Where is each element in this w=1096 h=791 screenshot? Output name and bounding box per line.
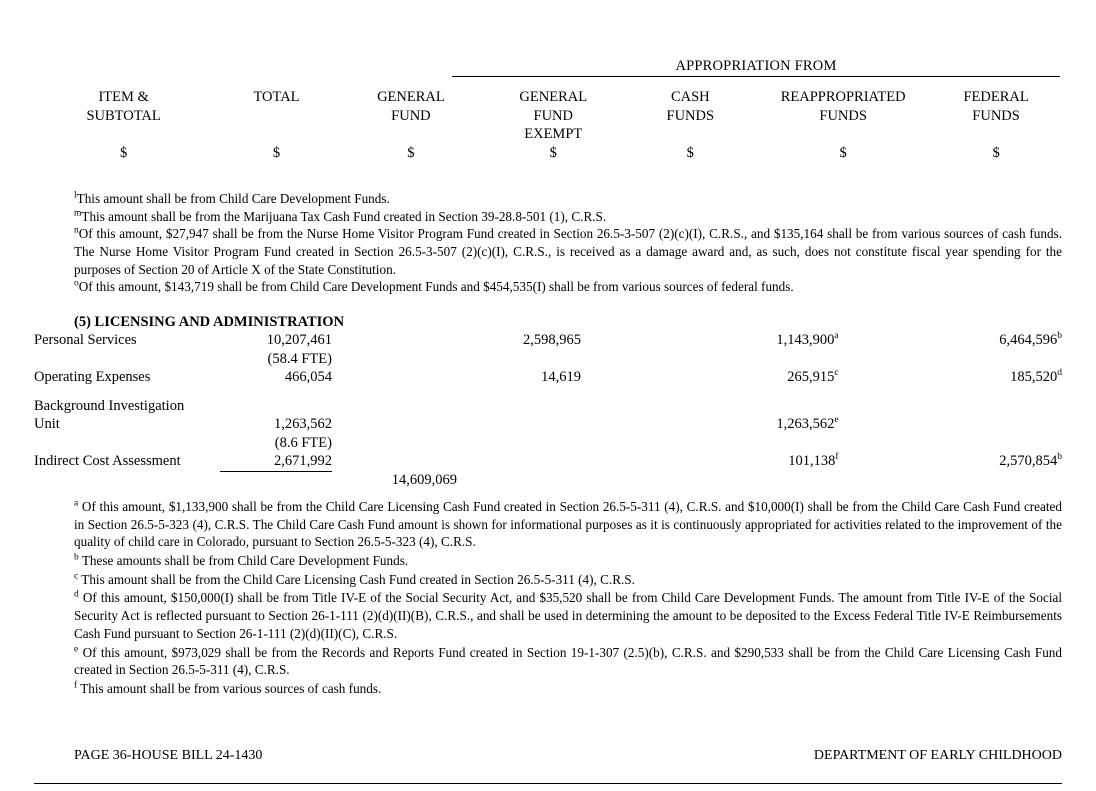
col-header-line1: CASH: [670, 89, 710, 105]
col-header-line1: FEDERAL: [963, 89, 1029, 105]
row-item-subtotal: [220, 471, 332, 490]
col-header-cash-funds: [624, 88, 756, 144]
row-federal-funds: [946, 331, 1062, 350]
footnote-marker: m: [74, 208, 82, 219]
footnote-marker: b: [74, 552, 79, 563]
col-header-line1: ITEM &: [98, 89, 149, 105]
row-general-fund-exempt: [581, 368, 688, 387]
table-row: [34, 434, 1062, 453]
row-general-fund: 2,598,965: [523, 332, 582, 348]
page-footer: [74, 748, 1062, 764]
col-header-line2: FUND: [533, 107, 573, 124]
footnote-marker: c: [74, 571, 79, 582]
row-cash-funds: [688, 331, 838, 350]
row-federal-funds-value: 185,520: [1010, 369, 1058, 386]
row-item-subtotal: 2,671,992: [220, 452, 332, 471]
column-headers-table: [34, 88, 1062, 162]
col-header-total: [213, 88, 340, 144]
row-federal-funds: [946, 471, 1062, 490]
row-general-fund-exempt: [581, 452, 688, 471]
row-cash-funds: [688, 415, 838, 434]
footnote-marker: e: [74, 644, 79, 655]
row-fte: (8.6 FTE): [274, 434, 332, 451]
row-general-fund: [457, 434, 581, 453]
footnote-text: This amount shall be from various sources of cash funds.: [80, 680, 382, 696]
row-federal-funds: [946, 397, 1062, 416]
row-general-fund: [457, 471, 581, 490]
table-row: [34, 368, 1062, 387]
row-general-fund: 14,619: [541, 369, 582, 386]
row-label: Unit: [34, 416, 60, 433]
table-row: [34, 452, 1062, 471]
row-label: Indirect Cost Assessment: [34, 453, 181, 470]
row-federal-funds-footnote-marker: d: [1057, 368, 1062, 379]
top-footnotes: [74, 190, 1062, 296]
col-header-line1: REAPPROPRIATED: [780, 89, 906, 105]
table-total-row: [34, 471, 1062, 490]
col-header-line2: FUNDS: [666, 107, 715, 124]
footnote: [74, 190, 1062, 208]
footer-department: DEPARTMENT OF EARLY CHILDHOOD: [813, 748, 1062, 763]
footnote: [74, 571, 1062, 589]
table-row: [34, 331, 1062, 350]
row-total: [332, 434, 457, 453]
row-total: [332, 415, 457, 434]
row-federal-funds: [946, 415, 1062, 434]
row-cash-funds: [688, 434, 838, 453]
col-header-line2: FUNDS: [972, 107, 1020, 124]
footnote-text: Of this amount, $143,719 shall be from Child Care Development Funds and $454,535(I) shall be from various sources of federal funds.: [78, 279, 794, 295]
col-header-line2: FUND: [391, 107, 431, 124]
col-header-line3: EXEMPT: [524, 126, 583, 143]
row-total: [332, 452, 457, 471]
row-item-subtotal: [220, 397, 332, 416]
footnote: [74, 498, 1062, 551]
col-header-line2: FUNDS: [819, 107, 867, 124]
appropriation-table: [34, 331, 1062, 490]
row-reappropriated-funds: [839, 452, 946, 471]
footnote: [74, 225, 1062, 278]
col-header-general-fund: [340, 88, 482, 144]
row-cash-funds-value: 1,143,900: [776, 332, 835, 348]
appropriation-from-rule: [452, 76, 1060, 77]
row-total: [332, 368, 457, 387]
row-total: [332, 397, 457, 416]
row-cash-funds: [688, 397, 838, 416]
footnote-marker: l: [74, 190, 77, 201]
row-general-fund: [457, 397, 581, 416]
row-label: Background Investigation: [34, 397, 185, 414]
dollar-sign: $: [272, 144, 281, 161]
row-general-fund-exempt: [581, 471, 688, 490]
row-cash-funds: [688, 350, 838, 369]
row-reappropriated-funds: [839, 434, 946, 453]
row-cash-funds: [688, 452, 838, 471]
footnote: [74, 278, 1062, 296]
col-header-line1: GENERAL: [377, 89, 445, 105]
footnote-text: This amount shall be from the Child Care Licensing Cash Fund created in Section 26.5-5-311 (4), C.R.S.: [81, 571, 635, 587]
row-cash-funds-value: 265,915: [787, 369, 835, 386]
table-row: [34, 397, 1062, 416]
dollar-sign: $: [549, 144, 557, 161]
row-reappropriated-funds: [839, 397, 946, 416]
col-header-reappropriated-funds: [756, 88, 930, 144]
col-header-line2: SUBTOTAL: [86, 107, 161, 124]
row-federal-funds-value: 2,570,854: [999, 453, 1058, 470]
row-cash-funds-footnote-marker: c: [834, 368, 839, 379]
footnote-marker: n: [74, 225, 79, 236]
row-cash-funds: [688, 368, 838, 387]
row-federal-funds-value: 6,464,596: [999, 332, 1058, 348]
table-row: [34, 415, 1062, 434]
row-item-subtotal: 1,263,562: [273, 416, 332, 433]
footnote-text: This amount shall be from the Marijuana Tax Cash Fund created in Section 39-28.8-501 (1), C.R.S.: [81, 208, 607, 224]
row-general-fund-exempt: [581, 434, 688, 453]
column-header-row: [34, 88, 1062, 144]
table-spacer-row: [34, 387, 1062, 397]
footnote-marker: a: [74, 498, 79, 509]
spacer-cell: [34, 387, 1062, 397]
row-fte: (58.4 FTE): [267, 350, 332, 367]
row-federal-funds: [946, 368, 1062, 387]
bottom-footnotes: [74, 498, 1062, 699]
section-title: (5) LICENSING AND ADMINISTRATION: [74, 314, 345, 330]
row-reappropriated-funds: [839, 368, 946, 387]
row-total: [332, 331, 457, 350]
row-item-subtotal: 466,054: [284, 369, 332, 386]
footnote: [74, 552, 1062, 570]
col-header-federal-funds: [930, 88, 1062, 144]
col-header-general-fund-exempt: [482, 88, 624, 144]
footnote: [74, 680, 1062, 698]
row-federal-funds: [946, 434, 1062, 453]
row-federal-funds-footnote-marker: b: [1057, 331, 1062, 342]
table-row: [34, 350, 1062, 369]
row-general-fund-exempt: [581, 397, 688, 416]
footnote-text: Of this amount, $973,029 shall be from the Records and Reports Fund created in Section 19-1-307 (2.5)(b), C.R.S. and $290,533 shall be from the Child Care Licensing Cash Fund created in Section 26.5-5-311 (4), C.R.S.: [74, 644, 1062, 678]
row-federal-funds: [946, 350, 1062, 369]
footer-page-bill: PAGE 36-HOUSE BILL 24-1430: [74, 748, 263, 763]
footnote-text: Of this amount, $1,133,900 shall be from the Child Care Licensing Cash Fund created in Section 26.5-5-311 (4), C.R.S. and $10,000(I) shall be from the Child Care Cash Fund created in Section 26.5-5-323 (4), C.R.S. The Child Care Cash Fund amount is shown for informational purposes as it is continuously appropriated for activities related to the improvement of the quality of child care in Colorado, pursuant to Section 26.5-5-323 (4), C.R.S.: [74, 499, 1063, 550]
footnote: [74, 644, 1062, 679]
col-header-line1: GENERAL: [519, 89, 588, 105]
row-reappropriated-funds: [839, 471, 946, 490]
row-label: Personal Services: [34, 332, 137, 348]
row-general-fund-exempt: [581, 331, 688, 350]
row-cash-funds-footnote-marker: e: [834, 415, 839, 426]
row-federal-funds-footnote-marker: b: [1057, 452, 1062, 463]
dollar-sign: $: [992, 144, 1000, 161]
row-general-fund: [457, 452, 581, 471]
dollar-sign: $: [686, 144, 694, 161]
row-label: [34, 434, 220, 453]
footnote-marker: f: [74, 680, 78, 691]
row-reappropriated-funds: [839, 415, 946, 434]
row-general-fund-exempt: [581, 350, 688, 369]
dollar-sign-row: [34, 144, 1062, 163]
row-label: [34, 350, 220, 369]
row-cash-funds-value: 101,138: [788, 453, 836, 470]
col-header-item-subtotal: [34, 88, 213, 144]
row-federal-funds: [946, 452, 1062, 471]
row-general-fund: [457, 350, 581, 369]
row-label: Operating Expenses: [34, 369, 151, 386]
dollar-sign: $: [119, 144, 128, 161]
footnote-text: These amounts shall be from Child Care Development Funds.: [81, 553, 409, 569]
row-cash-funds: [688, 471, 838, 490]
row-item-subtotal: 10,207,461: [266, 332, 332, 348]
row-total: [332, 350, 457, 369]
row-cash-funds-footnote-marker: a: [834, 331, 839, 342]
col-header-line1: TOTAL: [253, 89, 300, 105]
row-cash-funds-value: 1,263,562: [776, 416, 835, 433]
row-reappropriated-funds: [839, 350, 946, 369]
appropriation-from-header: APPROPRIATION FROM: [675, 58, 837, 74]
footnote-marker: o: [74, 279, 79, 290]
row-general-fund-exempt: [581, 415, 688, 434]
footnote-text: Of this amount, $27,947 shall be from the Nurse Home Visitor Program Fund created in Section 26.5-3-507 (2)(c)(I), C.R.S., and $135,164 shall be from various sources of cash funds. The Nurse Home Visitor Program Fund created in Section 26.5-3-507 (2)(c)(I), C.R.S., is received as a damage award and, as such, does not constitute fiscal year spending for the purposes of Section 20 of Article X of the State Constitution.: [74, 226, 1062, 277]
footer-rule: [34, 783, 1062, 784]
dollar-sign: $: [839, 144, 847, 161]
footnote: [74, 208, 1062, 226]
footnote-text: Of this amount, $150,000(I) shall be from Title IV-E of the Social Security Act, and $35,520 shall be from Child Care Development Funds. The amount from Title IV-E of the Social Security Act is reflected pursuant to Section 26-1-111 (2)(d)(II)(B), C.R.S., and shall be used in determining the amount to be deposited to the Excess Federal Title IV-E Reimbursements Cash Fund pursuant to Section 26-1-111 (2)(d)(II)(C), C.R.S.: [74, 590, 1062, 641]
row-reappropriated-funds: [839, 331, 946, 350]
footnote-text: This amount shall be from Child Care Development Funds.: [76, 191, 390, 206]
row-cash-funds-footnote-marker: f: [835, 452, 839, 463]
footnote: [74, 589, 1062, 642]
footnote-marker: d: [74, 590, 79, 601]
row-label: [34, 471, 220, 490]
row-general-fund: [457, 415, 581, 434]
section-grand-total: 14,609,069: [391, 472, 457, 489]
dollar-sign: $: [407, 144, 415, 161]
